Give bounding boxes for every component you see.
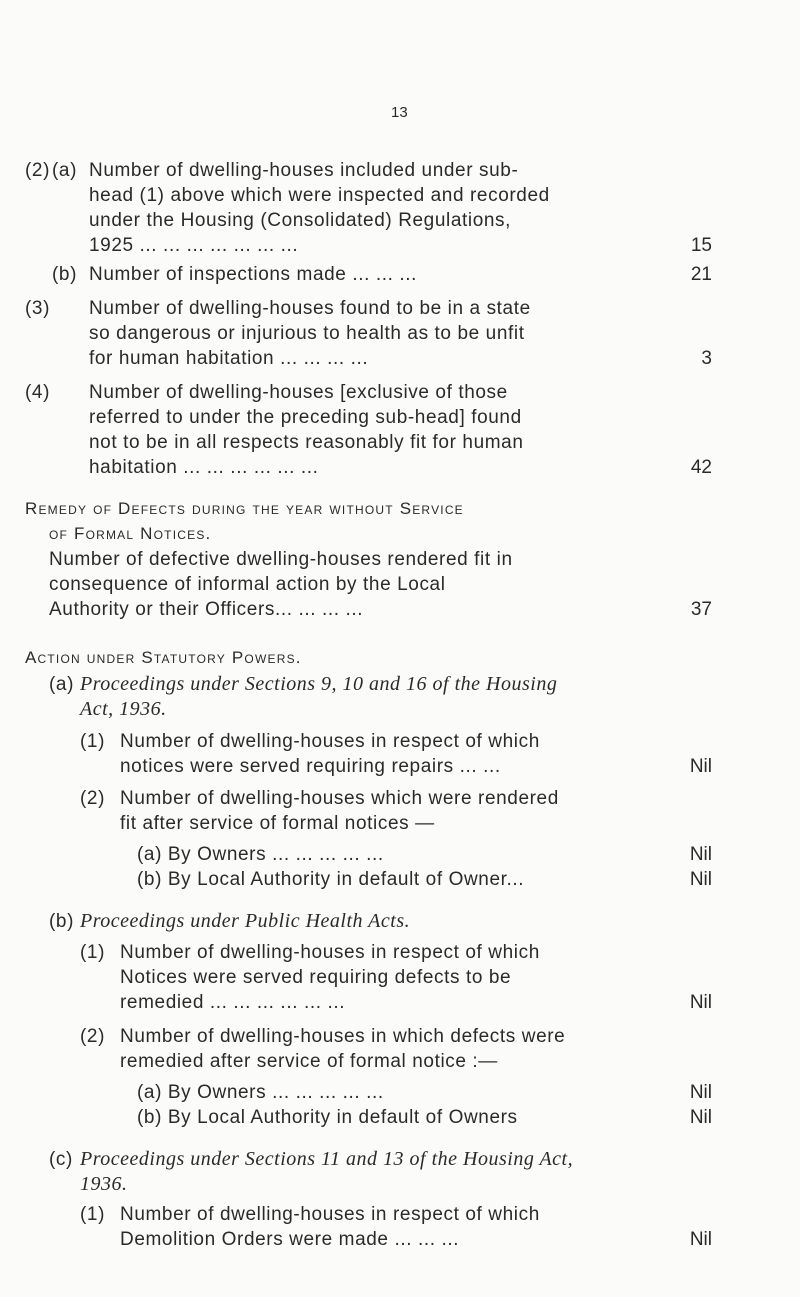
text-line: habitation ... ... ... ... ... ... <box>89 457 319 478</box>
sub-label: (a) <box>52 160 78 181</box>
value: 21 <box>690 264 712 285</box>
italic-title: Act, 1936. <box>80 698 167 720</box>
text-line: Number of dwelling-houses included under sub- <box>89 160 519 181</box>
value: 15 <box>690 235 712 256</box>
text-line: Number of dwelling-houses in respect of which <box>120 1204 540 1225</box>
item-number: (2) <box>80 1026 106 1047</box>
text-line: Number of inspections made ... ... ... <box>89 264 417 285</box>
text-line: Number of dwelling-houses in which defects were <box>120 1026 566 1047</box>
text-line: Number of dwelling-houses found to be in a state <box>89 298 531 319</box>
value: Nil <box>689 756 712 777</box>
item-number: (3) <box>25 298 51 319</box>
item-number: (1) <box>80 942 106 963</box>
sub-label: (c) <box>49 1149 73 1170</box>
value: 42 <box>690 457 712 478</box>
text-line: under the Housing (Consolidated) Regulations, <box>89 210 512 231</box>
text-line: referred to under the preceding sub-head] found <box>89 407 522 428</box>
sub-label: (b) <box>52 264 78 285</box>
text-line: Number of dwelling-houses [exclusive of those <box>89 382 508 403</box>
item-number: (2) <box>25 160 51 181</box>
text-line: not to be in all respects reasonably fit for human <box>89 432 524 453</box>
text-line: (a) By Owners ... ... ... ... ... <box>137 1082 384 1103</box>
section-heading: of Formal Notices. <box>49 524 212 543</box>
text-line: (b) By Local Authority in default of Owner... <box>137 869 525 890</box>
italic-title: Proceedings under Sections 11 and 13 of the Housing Act, <box>80 1148 574 1170</box>
value: Nil <box>689 1107 712 1128</box>
value: Nil <box>689 844 712 865</box>
text-line: for human habitation ... ... ... ... <box>89 348 369 369</box>
text-line: Authority or their Officers... ... ... ... <box>49 599 364 620</box>
value: Nil <box>689 1082 712 1103</box>
text-line: Number of dwelling-houses which were rendered <box>120 788 559 809</box>
text-line: (b) By Local Authority in default of Owners <box>137 1107 518 1128</box>
value: Nil <box>689 869 712 890</box>
section-heading: Remedy of Defects during the year without Service <box>25 499 464 518</box>
italic-title: Proceedings under Sections 9, 10 and 16 of the Housing <box>80 673 558 695</box>
text-line: so dangerous or injurious to health as to be unfit <box>89 323 525 344</box>
item-number: (4) <box>25 382 51 403</box>
text-line: Number of dwelling-houses in respect of which <box>120 942 540 963</box>
page-number: 13 <box>391 104 408 121</box>
text-line: notices were served requiring repairs ... ... <box>120 756 501 777</box>
text-line: 1925 ... ... ... ... ... ... ... <box>89 235 299 256</box>
sub-label: (b) <box>49 911 75 932</box>
section-heading: Action under Statutory Powers. <box>25 648 302 667</box>
text-line: head (1) above which were inspected and recorded <box>89 185 550 206</box>
italic-title: Proceedings under Public Health Acts. <box>80 910 411 932</box>
value: 37 <box>690 599 712 620</box>
text-line: remedied ... ... ... ... ... ... <box>120 992 346 1013</box>
value: Nil <box>689 992 712 1013</box>
value: 3 <box>701 348 712 369</box>
text-line: remedied after service of formal notice :— <box>120 1051 498 1072</box>
text-line: fit after service of formal notices — <box>120 813 435 834</box>
sub-label: (a) <box>49 674 75 695</box>
item-number: (2) <box>80 788 106 809</box>
text-line: Number of defective dwelling-houses rendered fit in <box>49 549 513 570</box>
item-number: (1) <box>80 1204 106 1225</box>
text-line: Number of dwelling-houses in respect of which <box>120 731 540 752</box>
text-line: (a) By Owners ... ... ... ... ... <box>137 844 384 865</box>
text-line: Notices were served requiring defects to be <box>120 967 512 988</box>
value: Nil <box>689 1229 712 1250</box>
text-line: Demolition Orders were made ... ... ... <box>120 1229 460 1250</box>
item-number: (1) <box>80 731 106 752</box>
italic-title: 1936. <box>80 1173 128 1195</box>
text-line: consequence of informal action by the Local <box>49 574 446 595</box>
